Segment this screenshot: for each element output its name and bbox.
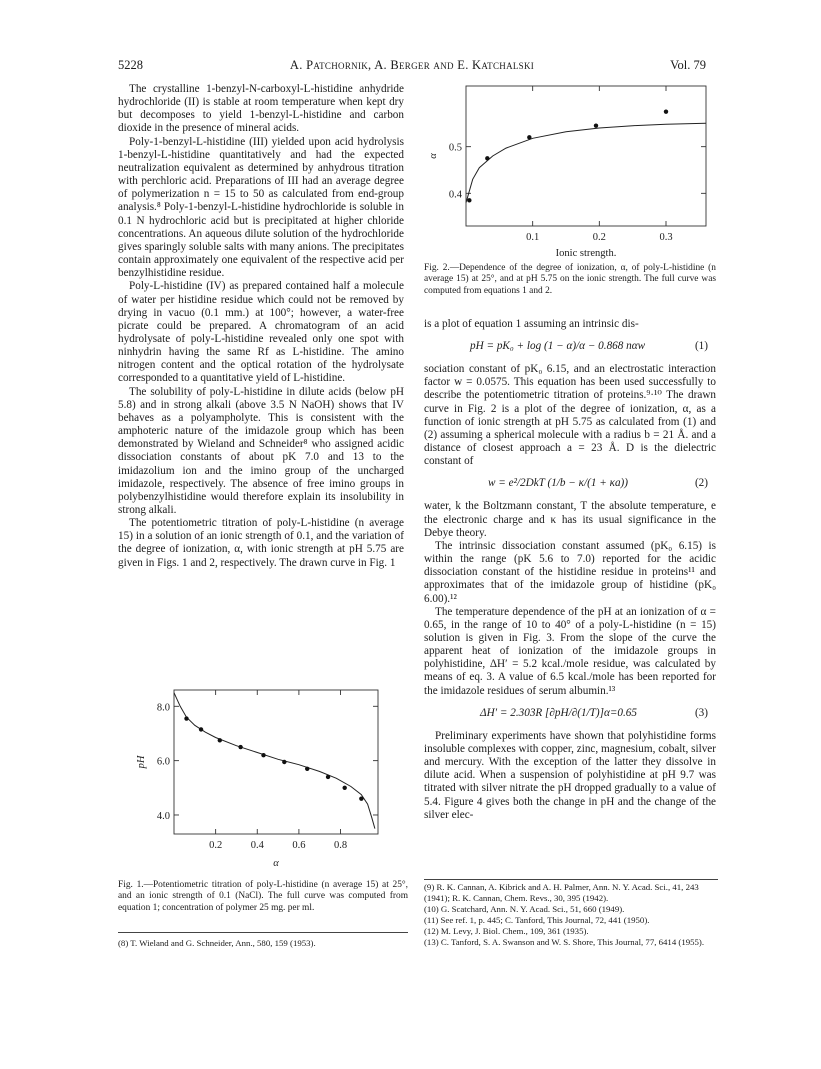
- paragraph: Poly-1-benzyl-L-histidine (III) yielded upon acid hydrolysis 1-benzyl-L-histidine quantitatively and had the expected neutralization equivalent as determined by anhydrous titration with perchloric acid. Preparations of III had an average degree of polymerization n = 15 to 50 as calculated from end-group analysis.⁸ Poly-1-benzyl-L-histidine hydrochloride is soluble in 0.1 N hydrochloric acid but is precipitated at higher chloride concentrations. An aqueous dilute solution of the hydrochloride gives sparingly soluble salts with many anions. The precipitates contain approximately one equivalent of the respective acid per benzylhistidine residue.: [118, 135, 404, 280]
- x-tick-label: 0.2: [209, 840, 223, 851]
- fig1-caption: Fig. 1.—Potentiometric titration of poly-L-histidine (n average 15) at 25°, and an ionic strength of 0.1 (NaCl). The full curve was computed from equation 1; concentration of polymer 25 mg. per ml.: [118, 880, 408, 913]
- paragraph: The solubility of poly-L-histidine in dilute acids (below pH 5.8) and in strong alkali (above 3.5 N NaOH) shows that IV behaves as a polyampholyte. This is consistent with the amphoteric nature of the imidazole group which has been demonstrated by Wieland and Schneider⁸ who assigned acidic dissociation constants of about pK 7.0 and 13 to the imidazolium ion and the imino group of the uncharged imidazole, respectively. The absence of free imino groups in polybenzylhistidine would therefore explain its insolubility in strong alkali.: [118, 385, 404, 516]
- y-tick-label: 8.0: [156, 702, 170, 714]
- y-axis-label: pH: [136, 755, 147, 769]
- data-point: [485, 156, 489, 160]
- paragraph: Poly-L-histidine (IV) as prepared contained half a molecule of water per histidine residue which could not be removed by drying in vacuo (0.1 mm.) at 100°; however, a water-free picrate could be prepared. A chromatogram of an acid hydrolysate of poly-L-histidine revealed only one spot with ninhydrin having the same Rf as L-histidine. The amino nitrogen content and the optical rotation of the hydrolysate corresponded to a quantitative yield of L-histidine.: [118, 280, 404, 385]
- fig2-caption: Fig. 2.—Dependence of the degree of ionization, α, of poly-L-histidine (n average 15) at 25°, and at pH 5.75 on the ionic strength. The full curve was computed from equations 1 and 2.: [424, 263, 716, 296]
- footnote-rule-right: [424, 879, 718, 880]
- plot-frame: [466, 86, 706, 226]
- data-point: [261, 753, 265, 757]
- running-head-authors: A. Patchornik, A. Berger and E. Katchalski: [289, 58, 535, 72]
- fit-curve: [174, 693, 375, 829]
- paragraph: The potentiometric titration of poly-L-histidine (n average 15) in a solution of an ionic strength of 0.1, and the variation of the degree of ionization, α, with ionic strength at pH 5.75 are given in Figs. 1 and 2, respectively. The drawn curve in Fig. 1: [118, 517, 404, 569]
- equation-1-number: (1): [694, 340, 708, 353]
- x-tick-label: 0.8: [333, 840, 348, 851]
- left-column: [118, 83, 404, 570]
- equation-3-number: (3): [694, 706, 708, 719]
- x-tick-label: 0.1: [526, 232, 540, 243]
- data-point: [527, 135, 531, 139]
- data-point: [238, 745, 242, 749]
- y-tick-label: 0.4: [448, 189, 462, 201]
- data-point: [342, 786, 346, 790]
- page-number: 5228: [118, 58, 143, 72]
- volume-label: Vol. 79: [670, 58, 706, 72]
- y-tick-label: 0.5: [448, 142, 462, 154]
- equation-1: [424, 334, 716, 360]
- footnote-10: (10) G. Scatchard, Ann. N. Y. Acad. Sci., 51, 660 (1949).: [424, 904, 625, 914]
- running-header: [118, 58, 706, 74]
- data-point: [359, 796, 363, 800]
- data-point: [664, 109, 668, 113]
- equation-2-number: (2): [694, 477, 708, 490]
- x-tick-label: 0.6: [292, 840, 306, 851]
- footnotes-left: [118, 938, 408, 949]
- fig1-chart: [130, 684, 402, 876]
- data-point: [594, 123, 598, 127]
- paragraph: The crystalline 1-benzyl-N-carboxyl-L-histidine anhydride hydrochloride (II) is stable at room temperature when kept dry but decomposes to yield 1-benzyl-L-histidine and carbon dioxide in the presence of mineral acids.: [118, 83, 404, 135]
- x-axis-label: α: [273, 858, 279, 869]
- data-point: [199, 727, 203, 731]
- equation-3: [424, 701, 716, 727]
- paragraph: The temperature dependence of the pH at an ionization of α = 0.65, in the range of 10 to 40° of a poly-L-histidine (n = 15) solution is given in Fig. 3. From the slope of the curve the apparent heat of ionization of the imidazole groups in polyhistidine, ΔH′ = 5.2 kcal./mole residue, was calculated by means of eq. 3. A value of 6.5 kcal./mole has been reported for the imidazole residues of serum albumin.¹³: [424, 605, 716, 697]
- data-point: [326, 775, 330, 779]
- y-axis-label: α: [428, 153, 439, 159]
- equation-3-body: ΔH′ = 2.303R [∂pH/∂(1/T)]α=0.65: [480, 706, 637, 719]
- equation-1-body: pH = pK₀ + log (1 − α)/α − 0.868 nαw: [470, 340, 646, 353]
- paragraph: is a plot of equation 1 assuming an intrinsic dis-: [424, 318, 639, 330]
- data-point: [305, 767, 309, 771]
- footnote-11: (11) See ref. 1, p. 445; C. Tanford, This Journal, 72, 441 (1950).: [424, 915, 650, 925]
- footnote-9: (9) R. K. Cannan, A. Kibrick and A. H. Palmer, Ann. N. Y. Acad. Sci., 41, 243 (1941); R. K. Cannan, Chem. Revs., 30, 395 (1942).: [424, 882, 699, 903]
- footnote-8: (8) T. Wieland and G. Schneider, Ann., 580, 159 (1953).: [118, 938, 316, 948]
- paragraph: sociation constant of pK₀ 6.15, and an electrostatic interaction factor w = 0.0575. This equation has been used successfully to describe the potentiometric titration of proteins.⁹·¹⁰ The drawn curve in Fig. 2 is a plot of the degree of ionization, α, as a function of ionic strength at pH 5.75 as calculated from (1) and (2) assuming a spherical molecule with a radius b = 21 Å. and a distance of closest approach a = 23 Å. D is the dielectric constant of: [424, 363, 716, 468]
- right-column: [424, 318, 716, 822]
- footnotes-right: [424, 882, 718, 948]
- footnote-13: (13) C. Tanford, S. A. Swanson and W. S. Shore, This Journal, 77, 6414 (1955).: [424, 937, 705, 947]
- paragraph: The intrinsic dissociation constant assumed (pK₀ 6.15) is within the range (pK 5.6 to 7.0) reported for the acidic dissociation constant of the histidine residue in proteins¹¹ and approximates that of the imidazole group of histidine (pK₀ 6.00).¹²: [424, 539, 716, 605]
- data-point: [218, 738, 222, 742]
- footnote-12: (12) M. Levy, J. Biol. Chem., 109, 361 (1935).: [424, 926, 589, 936]
- equation-2: [424, 471, 716, 497]
- data-point: [184, 716, 188, 720]
- data-point: [282, 760, 286, 764]
- x-axis-label: Ionic strength.: [555, 248, 617, 259]
- y-tick-label: 4.0: [156, 810, 170, 822]
- footnote-rule-left: [118, 932, 408, 933]
- data-point: [467, 198, 471, 202]
- x-tick-label: 0.3: [659, 232, 673, 243]
- fit-curve: [466, 123, 706, 202]
- x-tick-label: 0.4: [250, 840, 264, 851]
- paragraph: Preliminary experiments have shown that polyhistidine forms insoluble complexes with copper, zinc, magnesium, cobalt, silver and mercury. With the exception of the latter they dissolve in dilute acid. When a suspension of polyhistidine at pH 9.7 was titrated with silver nitrate the pH dropped gradually to a value of 5.4. Figure 4 gives both the change in pH and the change of the silver elec-: [424, 729, 716, 821]
- paragraph: water, k the Boltzmann constant, T the absolute temperature, e the electronic charge and κ has its usual significance in the Debye theory.: [424, 500, 716, 539]
- fig2-chart: [426, 78, 722, 262]
- equation-2-body: w = e²/2DkT (1/b − κ/(1 + κa)): [488, 477, 629, 490]
- plot-frame: [174, 690, 378, 834]
- x-tick-label: 0.2: [592, 232, 606, 243]
- y-tick-label: 6.0: [156, 756, 170, 768]
